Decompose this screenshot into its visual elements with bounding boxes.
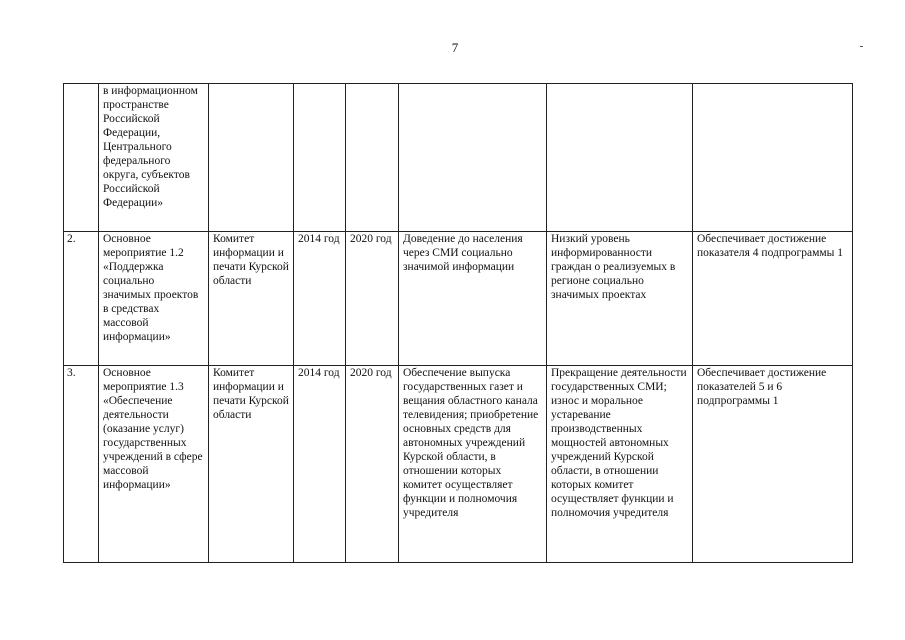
table-row (64, 84, 853, 232)
row-number (64, 84, 99, 232)
end-year (346, 84, 399, 232)
event-name: в информационном пространстве Российской Федерации, Центрального федерального округа, субъектов Российской Федерации» (99, 84, 209, 232)
event-name: Основное мероприятие 1.2 «Поддержка социально значимых проектов в средствах массовой информации» (99, 232, 209, 366)
program-events-table (63, 83, 853, 563)
executor: Комитет информации и печати Курской области (209, 232, 294, 366)
row-number: 2. (64, 232, 99, 366)
expected-result: Доведение до населения через СМИ социально значимой информации (399, 232, 547, 366)
executor: Комитет информации и печати Курской области (209, 366, 294, 563)
start-year: 2014 год (294, 366, 346, 563)
start-year: 2014 год (294, 232, 346, 366)
end-year: 2020 год (346, 232, 399, 366)
row-number: 3. (64, 366, 99, 563)
scan-speck (860, 46, 863, 47)
executor (209, 84, 294, 232)
non-implementation-consequences: Низкий уровень информированности граждан о реализуемых в регионе социально значимых проектах (547, 232, 693, 366)
page-number: 7 (451, 40, 459, 55)
start-year (294, 84, 346, 232)
event-name: Основное мероприятие 1.3 «Обеспечение деятельности (оказание услуг) государственных учреждений в сфере массовой информации» (99, 366, 209, 563)
non-implementation-consequences (547, 84, 693, 232)
table-row (64, 366, 853, 563)
non-implementation-consequences: Прекращение деятельности государственных СМИ; износ и моральное устаревание производственных мощностей автономных учреждений Курской области, в отношении которых комитет осуществляет функции и полномочия учредителя (547, 366, 693, 563)
indicator-link: Обеспечивает достижение показателя 4 подпрограммы 1 (693, 232, 853, 366)
end-year: 2020 год (346, 366, 399, 563)
table-row (64, 232, 853, 366)
expected-result (399, 84, 547, 232)
indicator-link (693, 84, 853, 232)
expected-result: Обеспечение выпуска государственных газет и вещания областного канала телевидения; приобретение основных средств для автономных учреждений Курской области, в отношении которых комитет осуществляет функции и полномочия учредителя (399, 366, 547, 563)
indicator-link: Обеспечивает достижение показателей 5 и 6 подпрограммы 1 (693, 366, 853, 563)
